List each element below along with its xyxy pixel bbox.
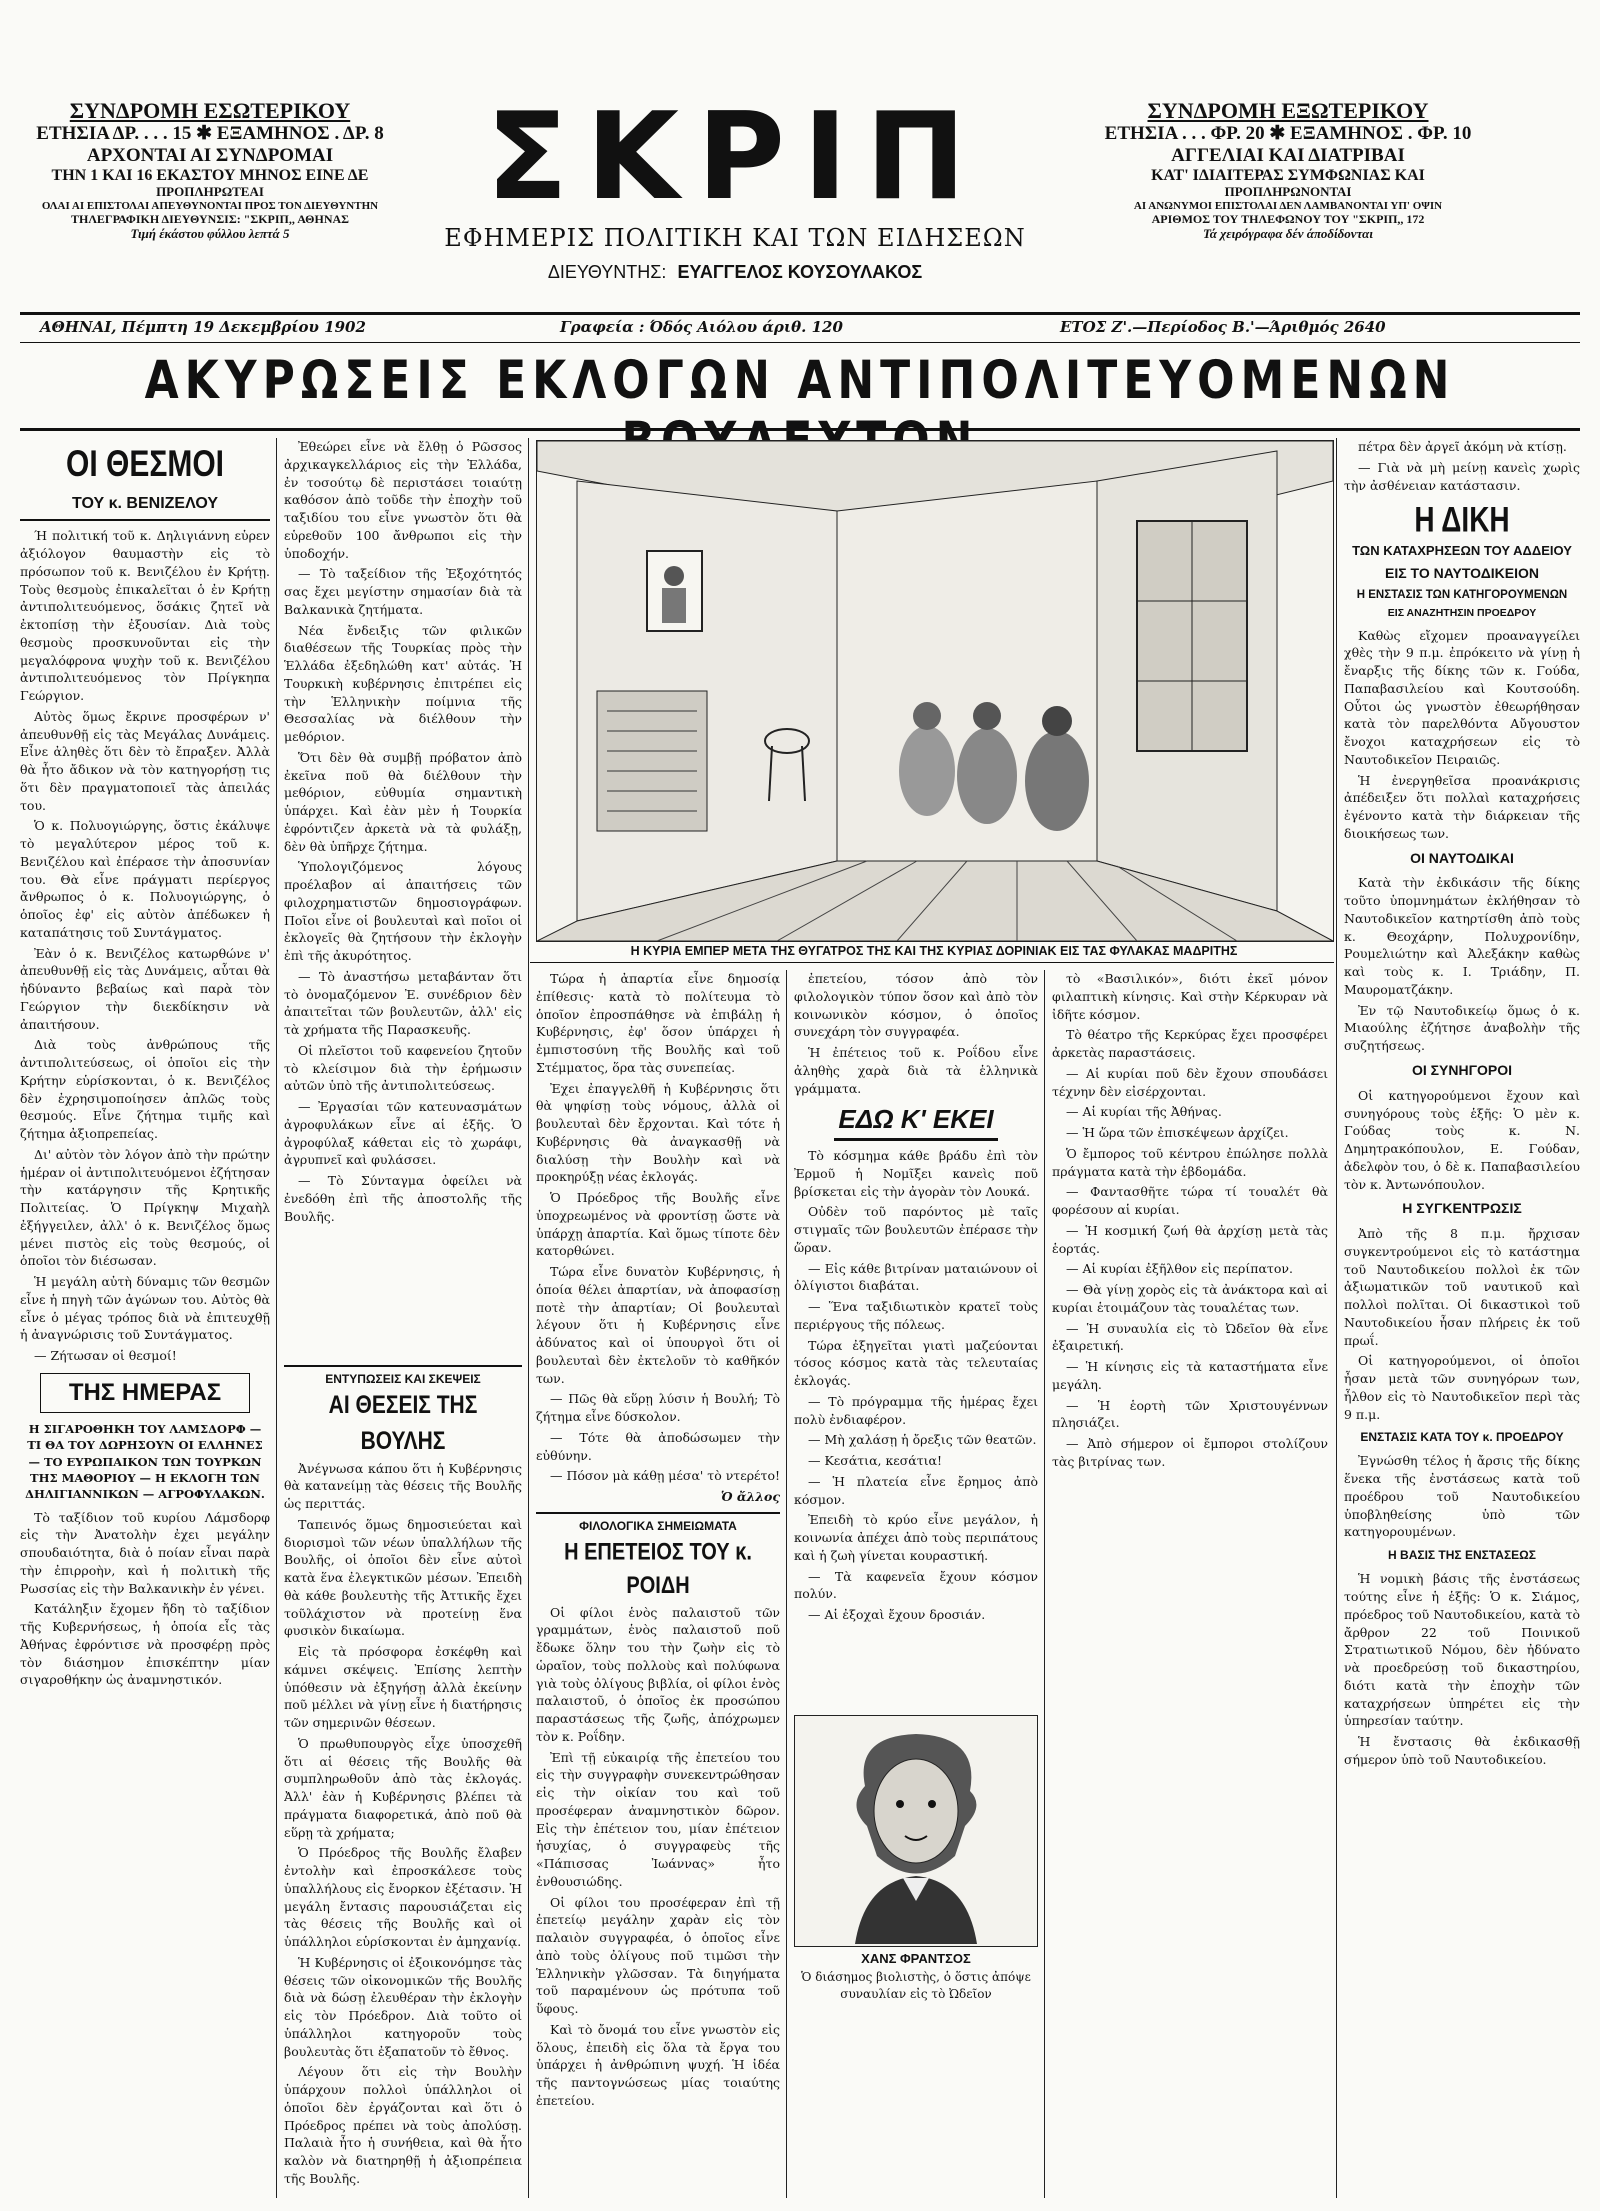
- paragraph: — Αἱ ἐξοχαὶ ἔχουν δροσιάν.: [808, 1607, 986, 1623]
- column-divider: [786, 970, 787, 2198]
- section-title: ΤΗΣ ΗΜΕΡΑΣ: [40, 1373, 250, 1413]
- column-5-body: [1052, 970, 1328, 1471]
- masthead-center: [405, 88, 1065, 283]
- masthead-rule: [20, 312, 1580, 315]
- subscription-foreign-line: ΚΑΤ' ΙΔΙΑΙΤΕΡΑΣ ΣΥΜΦΩΝΙΑΣ ΚΑΙ: [1151, 166, 1425, 184]
- paragraph: τὸ «Βασιλικόν», διότι ἐκεῖ μόνον φιλαπτικὴ κίνησις. Καὶ στὴν Κέρκυραν νὰ ἰδῆτε κόσμον.: [1052, 971, 1328, 1022]
- portrait-frame: [794, 1715, 1038, 1947]
- subscription-domestic-line: ΑΡΧΟΝΤΑΙ ΑΙ ΣΥΝΔΡΟΜΑΙ: [86, 145, 334, 167]
- paragraph: Ἐν τῷ Ναυτοδικείῳ ὅμως ὁ κ. Μιαούλης ἐζήτησε ἀναβολὴν τῆς συζητήσεως.: [1344, 1002, 1580, 1054]
- paragraph: — Φαντασθῆτε τώρα τί τουαλέτ θὰ φορέσουν αἱ κυρίαι.: [1052, 1184, 1328, 1217]
- subscription-foreign-rates: ΕΤΗΣΙΑ . . . ΦΡ. 20 ✱ ΕΞΑΜΗΝΟΣ . ΦΡ. 10: [1104, 123, 1472, 145]
- paragraph: — Μὴ χαλάσῃ ἡ ὄρεξις τῶν θεατῶν.: [808, 1432, 1037, 1448]
- paragraph: Ταπεινός ὅμως δημοσιεύεται καὶ διορισμοὶ τῶν νέων ὑπαλλήλων τῆς Βουλῆς, οἱ ὁποῖοι δὲν εἶνε αὐτοὶ κατὰ ἕνα ἐλεγκτικῶν μέσων. Ἐπειδὴ θὰ κάθε βουλευτὴς τῆς Ἀττικῆς ἔχει τοῦλάχιστον νὰ προτείνῃ ἕνα φυσικὸν δικαίωμα.: [284, 1516, 522, 1639]
- section-body: [1344, 1570, 1580, 1768]
- paragraph: Ὁ Πρόεδρος τῆς Βουλῆς εἶνε ὑποχρεωμένος νὰ φροντίσῃ ὥστε νὰ ὑπάρχῃ ἀπαρτία. Καὶ ὅμως τίποτε δὲν κατορθώνει.: [536, 1190, 780, 1259]
- newspaper-logo: ΣΚΡΙΠ: [486, 88, 984, 227]
- column-2-body: [284, 438, 522, 1225]
- section-body: [794, 1147, 1038, 1707]
- section-title: ΟΙ ΣΥΝΗΓΟΡΟΙ: [1411, 1061, 1513, 1078]
- price-per-issue: Τιμή έκάστου φύλλου λεπτά 5: [130, 225, 290, 241]
- section-title: Η ΒΑΣΙΣ ΤΗΣ ΕΝΣΤΑΣΕΩΣ: [1388, 1548, 1536, 1563]
- dateline-center: Γραφεία : Όδός Αιόλου άριθ. 120: [560, 318, 843, 336]
- paragraph: Λέγουν ὅτι εἰς τὴν Βουλὴν ὑπάρχουν πολλοὶ ὑπάλληλοι οἱ ὁποῖοι δὲν ἐργάζονται καὶ ὅτι ὁ Πρόεδρος πρέπει νὰ τοὺς ἀπολύσῃ. Παλαιὰ ἦτο ἡ συνήθεια, καὶ θὰ ἦτο καλὸν νὰ διατηρηθῇ ἡ ἀξιοπρέπεια τῆς Βουλῆς.: [284, 2064, 522, 2186]
- main-headline: ΑΚΥΡΩΣΕΙΣ ΕΚΛΟΓΩΝ ΑΝΤΙΠΟΛΙΤΕΥΟΜΕΝΩΝ: [144, 349, 1456, 411]
- subscription-foreign-line: ΑΓΓΕΛΙΑΙ ΚΑΙ ΔΙΑΤΡΙΒΑΙ: [1171, 145, 1405, 167]
- paragraph: Διὰ τοὺς ἀνθρώπους τῆς ἀντιπολιτεύσεως, οἱ ὁποῖοι εἰς τὴν Κρήτην εὑρίσκονται, ὁ κ. Βενιζέλος δὲν ἐχρησιμοποίησεν ἀπλῶς τοὺς θεσμούς. Εἶνε ζήτημα τιμῆς καὶ ζήτημα ἀξιοπρεπείας.: [20, 1037, 270, 1142]
- paragraph: — Τότε θὰ ἀποδώσωμεν τὴν εὐθύνην.: [536, 1429, 780, 1463]
- dateline-left: ΑΘΗΝΑΙ, Πέμπτη 19 Δεκεμβρίου 1902: [40, 318, 366, 336]
- paragraph: Εἰς τὰ πρόσφορα ἐσκέφθη καὶ κάμνει σκέψεις. Ἐπίσης λεπτὴν ὑπόθεσιν νὰ ἐξηγήσῃ ἀλλὰ ἐκείνην ποῦ μέλλει νὰ γίνῃ εἶνε ἡ διατήρησις τῶν σημερινῶν θέσεων.: [284, 1644, 522, 1731]
- paragraph: Ὁ Πρόεδρος τῆς Βουλῆς ἔλαβεν ἐντολὴν καὶ ἐπροσκάλεσε τοὺς ὑπαλλήλους εἰς ἔνορκον ἐξέτασιν. Ἡ μεγάλη ἔντασις παρουσιάζεται εἰς τὰς θέσεις τῆς Βουλῆς καὶ οἱ ὑπάλληλοι εὑρίσκονται ἐν ἀμηχανίᾳ.: [284, 1845, 522, 1950]
- illustration-rule: [530, 962, 1334, 963]
- column-6: [1344, 438, 1580, 2190]
- section-title: Η ΕΠΕΤΕΙΟΣ ΤΟΥ κ. ΡΟΙΔΗ: [564, 1538, 752, 1600]
- paragraph: Τώρα ἐξηγεῖται γιατὶ μαζεύονται τόσος κόσμος κατὰ τὰς τελευταίας ἐκλογάς.: [794, 1337, 1038, 1389]
- paragraph: Ἡ ἐνεργηθεῖσα προανάκρισις ἀπέδειξεν ὅτι πολλαὶ καταχρήσεις ἐγένοντο κατὰ τὴν διάρκειαν τῆς διοικήσεως των.: [1344, 772, 1580, 841]
- paragraph: ἐπετείου, τόσον ἀπὸ τὸν φιλολογικὸν τύπον ὅσον καὶ ἀπὸ τὸν κοινωνικὸν κόσμον, ὁ ὁποῖος συνεχάρη τὸν συγγραφέα.: [794, 971, 1038, 1040]
- paragraph: — Αἱ κυρίαι ποῦ δὲν ἔχουν σπουδάσει τέχνην δὲν εἰσέρχονται.: [1052, 1065, 1328, 1099]
- paragraph: — Ἡ ὥρα τῶν ἐπισκέψεων ἀρχίζει.: [1066, 1125, 1289, 1140]
- section-body: [536, 1604, 780, 2110]
- illustration-frame: [536, 440, 1334, 942]
- paragraph: — Κεσάτια, κεσάτια!: [808, 1453, 943, 1469]
- article-subtitle: ΤΟΥ κ. ΒΕΝΙΖΕΛΟΥ: [20, 493, 270, 522]
- column-6-body: [1344, 438, 1580, 494]
- section-title: ΕΔΩ Κ' ΕΚΕΙ: [834, 1101, 998, 1141]
- paragraph: Αὐτὸς ὅμως ἔκρινε προσφέρων ν' ἀπευθυνθῇ εἰς τὰς Μεγάλας Δυνάμεις. Εἶνε ἀληθὲς ὅτι δὲν τὸ ἔπραξεν. Ἀλλὰ θὰ ἦτο ἄδικον νὰ τὸν κατηγορήσῃ τις ὅτι δὲν πραγματοποιεῖ τὰς ἀπειλάς του.: [20, 708, 270, 813]
- section-body: [1344, 1087, 1580, 1194]
- subscription-domestic-line: ΟΛΑΙ ΑΙ ΕΠΙΣΤΟΛΑΙ ΑΠΕΥΘΥΝΟΝΤΑΙ ΠΡΟΣ ΤΟΝ ΔΙΕΥΘΥΝΤΗΝ: [41, 200, 379, 213]
- column-divider: [1044, 970, 1045, 2198]
- column-2: [284, 438, 522, 1358]
- paragraph: — Τὰ καφενεῖα ἔχουν κόσμον πολύν.: [794, 1568, 1038, 1602]
- paragraph: Ή πολιτική τοῦ κ. Δηλιγιάννη εὑρεν ἀξιόλογον θαυμαστὴν εἰς τὸ πρόσωπον τοῦ κ. Βενιζέλου ἐν Κρήτῃ. Τοὺς θεσμοὺς ἐπικαλεῖται ὁ ἐν Κρήτῃ ἀντιπολιτευόμενος, ὅσάκις ζητεῖ νὰ ἐκτοπίσῃ τὴν ἐξουσίαν. Διὰ τοὺς θεσμοὺς προσκυνοῦνται εἰς τὴν μεγαλόφρονα ψυχὴν τοῦ κ. Βενιζέλου ἀντιπολιτευόμενος τὸν Πρίγκηπα Γεώργιον.: [20, 528, 270, 704]
- paragraph: — Ἡ ἑορτὴ τῶν Χριστουγέννων πλησιάζει.: [1052, 1397, 1328, 1431]
- paragraph: Ἡ ἔνστασις θὰ ἐκδικασθῇ σήμερον ὑπὸ τοῦ Ναυτοδικείου.: [1344, 1734, 1580, 1767]
- subscription-domestic-rates: ΕΤΗΣΙΑ ΔΡ. . . . 15 ✱ ΕΞΑΜΗΝΟΣ . ΔΡ. 8: [36, 123, 384, 145]
- paragraph: — Πόσον μὰ κάθῃ μέσα' τὸ ντερέτο!: [550, 1468, 780, 1484]
- section-title: Η ΣΥΓΚΕΝΤΡΩΣΙΣ: [1402, 1200, 1522, 1217]
- paragraph: — Ἡ πλατεία εἶνε ἔρημος ἀπὸ κόσμον.: [794, 1473, 1038, 1507]
- section-body: [1344, 1225, 1580, 1423]
- paragraph: — Τὸ ἀναστήσω μεταβάνταν ὅτι τὸ ὀνομαζόμενον Ἐ. συνέδριον δὲν ἀπαιτεῖται τῶν βουλευτῶν, ἀλλ' εἰς τὰ χρήματα τῆς Παρασκευῆς.: [284, 968, 522, 1037]
- column-4-body: [794, 970, 1038, 1097]
- section-body: [284, 1460, 522, 2188]
- director-name: ΕΥΑΓΓΕΛΟΣ ΚΟΥΣΟΥΛΑΚΟΣ: [677, 262, 923, 282]
- paragraph: Ἡ νομικὴ βάσις τῆς ἐνστάσεως τούτης εἶνε ἡ ἑξῆς: Ὁ κ. Σιάμος, πρόεδρος τοῦ Ναυτοδικείου, κατὰ τὸ ἄρθρον 22 τοῦ Ποινικοῦ Στρατιωτικοῦ Νόμου, δὲν ἠδύνατο νὰ προεδρεύσῃ τοῦ δικαστηρίου, διότι κατὰ τὴν ἐποχὴν τῶν καταχρήσεων ὑπηρέτει εἰς τὴν ὑπηρεσίαν ταύτην.: [1344, 1571, 1580, 1729]
- paragraph: Ἡ Κυβέρνησις οἱ ἐξοικονόμησε τὰς θέσεις τῶν οἰκονομικῶν τῆς Βουλῆς διὰ νὰ δώσῃ ἐλευθέραν τὴν ἐκλογὴν εἰς τὸν Πρόεδρον. Διὰ τοῦτο οἱ ὑπάλληλοι κατηγοροῦν τοὺς βουλευτὰς ὅτι ἐξαπατοῦν τὸ ἔθνος.: [284, 1954, 522, 2059]
- paragraph: Τὸ θέατρο τῆς Κερκύρας ἔχει προσφέρει ἀρκετὰς παραστάσεις.: [1052, 1027, 1328, 1060]
- paragraph: — Ἕνα ταξιδιωτικὸν κρατεῖ τοὺς περιέργους τῆς πόλεως.: [794, 1299, 1038, 1332]
- column-2-lower: [284, 1365, 522, 2190]
- section-body: [20, 1509, 270, 1690]
- prison-scene-illustration: [537, 441, 1333, 941]
- subscription-domestic-line: ΤΗΛΕΓΡΑΦΙΚΗ ΔΙΕΥΘΥΝΣΙΣ: "ΣΚΡΙΠ,, ΑΘΗΝΑΣ: [70, 211, 350, 226]
- article-title: ΟΙ ΘΕΣΜΟΙ: [65, 443, 224, 485]
- paragraph: Τώρα εἶνε δυνατὸν Κυβέρνησις, ἡ ὁποία θέλει ἀπαρτίαν, νὰ ἀποφασίσῃ ποτὲ τὴν ἀπαρτίαν; Οἱ βουλευταὶ λέγουν ὅτι ἡ Κυβέρνησις εἶνε ἀδύνατος καὶ οἱ ὑπουργοὶ ὅτι οἱ βουλευταὶ δὲν ἐκτελοῦν τὸ καθῆκόν των.: [536, 1264, 780, 1386]
- paragraph: Ἐπειδὴ τὸ κρύο εἶνε μεγάλον, ἡ κοινωνία ἀπέχει ἀπὸ τοὺς περιπάτους καὶ ἡ ζωὴ γίνεται κουραστική.: [794, 1512, 1038, 1563]
- section-body: [1344, 874, 1580, 1055]
- section-lead: Η ΣΙΓΑΡΟΘΗΚΗ ΤΟΥ ΛΑΜΣΔΟΡΦ — ΤΙ ΘΑ ΤΟΥ ΔΩΡΗΣΟΥΝ ΟΙ ΕΛΛΗΝΕΣ — ΤΟ ΕΥΡΩΠΑΙΚΟΝ ΤΩΝ ΤΟΥΡΚΩΝ ΤΗΣ ΜΑΘΟΡΙΟΥ — Η ΕΚΛΟΓΗ ΤΩΝ ΔΗΛΙΓΙΑΝΝΙΚΩΝ — ΑΓΡΟΦΥΛΑΚΩΝ.: [25, 1421, 265, 1502]
- subscription-domestic-box: [20, 98, 400, 242]
- paragraph: Καθὼς εἴχομεν προαναγγείλει χθὲς τὴν 9 π.μ. ἐπρόκειτο νὰ γίνῃ ἡ ἔναρξις τῆς δίκης τῶν κ. Γούδα, Παπαβασιλείου καὶ Κουτσούδη. Οὗτοι ὡς γνωστὸν ἐθεωρήθησαν κατὰ τὸν παρελθόντα Αὔγουστον ἔνοχοι καταχρήσεων εἰς τὸ Ναυτοδικεῖον Πειραιῶς.: [1344, 627, 1580, 767]
- paragraph: — Ἡ συναυλία εἰς τὸ Ὠδεῖον θὰ εἶνε ἐξαιρετική.: [1052, 1320, 1328, 1354]
- paragraph: πέτρα δὲν ἀργεῖ ἀκόμη νὰ κτίσῃ.: [1358, 439, 1567, 454]
- column-4: [794, 970, 1038, 2190]
- paragraph: Καὶ τὸ ὄνομά του εἶνε γνωστὸν εἰς ὅλους, ἐπειδὴ εἰς ὅλα τὰ ἔργα του ὑπάρχει ἡ ἀνθρώπινη ψυχή. Ἡ ἰδέα τῆς παντογνώσεως μίας τοιαύτης ἐπετείου.: [536, 2021, 780, 2108]
- paragraph: Ὁ ἔμπορος τοῦ κέντρου ἐπώλησε πολλὰ πράγματα κατὰ τὴν ἑβδομάδα.: [1052, 1145, 1328, 1179]
- paragraph: Οἱ πλεῖστοι τοῦ καφενείου ζητοῦν τὸ κλείσιμον διὰ τὴν ἐρήμωσιν αὐτῶν ὑπὸ τῆς ἀντιπολιτεύσεως.: [284, 1042, 522, 1094]
- paragraph: Οἱ φίλοι του προσέφεραν ἐπὶ τῇ ἐπετείῳ μεγάλην χαρὰν εἰς τὸν παλαιὸν συγγραφέα, ὁ ὁποῖος εἶνε ἀπὸ τοὺς ὀλίγους ποῦ τιμῶσι τὴν Ἑλληνικὴν γλῶσσαν. Τὰ διηγήματα τοῦ παραμένουν ὡς πρότυπα τοῦ ὕφους.: [536, 1894, 780, 2017]
- paragraph: Ὁ πρωθυπουργὸς εἶχε ὑποσχεθῆ ὅτι αἱ θέσεις τῆς Βουλῆς θὰ συμπληρωθοῦν ἀπὸ τὰς ἐκλογάς. Ἀλλ' ἐὰν ἡ Κυβέρνησις βλέπει τὰ πράγματα διαφορετικά, ἀπὸ ποῦ θὰ εὕρῃ τὰ χρήματα;: [284, 1735, 522, 1840]
- paragraph: — Τὸ πρόγραμμα τῆς ἡμέρας ἔχει πολὺ ἐνδιαφέρον.: [794, 1393, 1038, 1427]
- portrait-illustration: [795, 1716, 1037, 1944]
- paragraph: — Ἡ κοσμική ζωή θὰ ἀρχίσῃ μετὰ τὰς ἑορτάς.: [1052, 1222, 1328, 1256]
- illustration-caption: Η ΚΥΡΙΑ ΕΜΠΕΡ ΜΕΤΑ ΤΗΣ ΘΥΓΑΤΡΟΣ ΤΗΣ ΚΑΙ ΤΗΣ ΚΥΡΙΑΣ ΔΟΡΙΝΙΑΚ ΕΙΣ ΤΑΣ ΦΥΛΑΚΑΣ ΜΑΔΡΙΤΗΣ: [630, 944, 1238, 958]
- paragraph: — Αἱ κυρίαι ἐξῆλθον εἰς περίπατον.: [1066, 1261, 1293, 1277]
- section-body: [1344, 627, 1580, 843]
- paragraph: Ἐπὶ τῇ εὐκαιρίᾳ τῆς ἐπετείου του εἰς τὴν συγγραφὴν συνεκεντρώθησαν εἰς τὴν οἰκίαν του καὶ τοῦ προσέφεραν ἀναμνηστικὸν δῶρον. Εἰς τὴν ἐπέτειον του, μίαν ἐπέτειον ἡσυχίας, ὁ συγγραφεὺς τῆς «Πάπισσας Ἰωάννας» ἦτο ἐνθουσιώδης.: [536, 1749, 780, 1889]
- portrait-caption: ΧΑΝΣ ΦΡΑΝΤΣΟΣ: [861, 1951, 971, 1967]
- section-title: ΑΙ ΘΕΣΕΙΣ ΤΗΣ ΒΟΥΛΗΣ: [328, 1391, 478, 1456]
- section-label: ΦΙΛΟΛΟΓΙΚΑ ΣΗΜΕΙΩΜΑΤΑ: [536, 1512, 780, 1535]
- paragraph: — Εἰς κάθε βιτρίναν ματαιώνουν οἱ ὀλίγιστοι διαβάται.: [794, 1260, 1038, 1294]
- subscription-domestic-line: ΠΡΟΠΛΗΡΩΤΕΑΙ: [156, 184, 264, 200]
- section-title: ΟΙ ΝΑΥΤΟΔΙΚΑΙ: [1410, 849, 1514, 866]
- director-line: [405, 262, 1065, 283]
- paragraph: Ὑπολογιζόμενος λόγους προέλαβον αἱ ἀπαιτήσεις τῶν φιλοχρηματιστῶν δημοσιογράφων. Ποῖοι εἶνε οἱ βουλευταὶ καὶ ποῖοι οἱ ἐκλογεῖς θὰ ζητήσουν τὴν ἐκλογὴν ἐπὶ τῆς ἀκυρότητος.: [284, 859, 522, 963]
- column-3: [536, 970, 780, 2190]
- paragraph: Ἡ ἐπέτειος τοῦ κ. Ροΐδου εἶνε ἀληθὴς χαρὰ διὰ τὰ ἑλληνικὰ γράμματα.: [794, 1045, 1038, 1096]
- director-label: ΔΙΕΥΘΥΝΤΗΣ:: [547, 262, 667, 282]
- paragraph: Ἀπὸ τῆς 8 π.μ. ἤρχισαν συγκεντρούμενοι εἰς τὸ κατάστημα τοῦ Ναυτοδικείου πολλοὶ ἐκ τῶν ἀξιωματικῶν τοῦ ναυτικοῦ καὶ πολλοὶ πολῖται. Οἱ δικαστικοὶ τοῦ Ναυτοδικείου ἦσαν πλήρεις ἐκ τοῦ πρωΐ.: [1344, 1226, 1580, 1348]
- paragraph: — Τὸ Σύνταγμα ὀφείλει νὰ ἐνεδόθη ἐπὶ τῆς ἀποστολῆς τῆς Βουλῆς.: [284, 1173, 522, 1224]
- paragraph: Τὸ ταξίδιον τοῦ κυρίου Λάμσδορφ εἰς τὴν Ἀνατολὴν ἐχει μεγάλην σπουδαιότητα, διὰ ὁ ποίαν εἶναι παρὰ τὴν ἐπιρροὴν, καὶ ἡ πολιτικὴ τῆς Ρωσσίας εἰς τὴν Βαλκανικὴν ἐν γένει.: [20, 1509, 270, 1596]
- column-5: [1052, 970, 1328, 2190]
- paragraph: — Πῶς θὰ εὕρῃ λύσιν ἡ Βουλή; Τὸ ζήτημα εἶνε δύσκολον.: [536, 1391, 780, 1424]
- signoff: Ὁ ἄλλος: [720, 1489, 780, 1504]
- paragraph: Ἐὰν ὁ κ. Βενιζέλος κατωρθώνε ν' ἀπευθυνθῇ εἰς τὰς Δυνάμεις, αὗται θὰ ἠδύναντο βεβαίως καὶ παρὰ τὸν Γεώργιον τὴν διεκδίκησιν νὰ ἀπαιτήσουν.: [20, 945, 270, 1032]
- paragraph: Ὅτι δὲν θὰ συμβῇ πρόβατον ἀπὸ ἐκεῖνα ποῦ θὰ διέλθουν τὴν μεθόριον, εὐθυμία σημαντικὴ ὑπάρχει. Καὶ ἐὰν μὲν ἡ Τουρκία ἐφρόντιζεν ἀρκετὰ νὰ τὰ φυλάξῃ, δὲν θὰ ὑπῆρχε ζήτημα.: [284, 749, 522, 854]
- subscription-foreign-line: ΑΙ ΑΝΩΝΥΜΟΙ ΕΠΙΣΤΟΛΑΙ ΔΕΝ ΛΑΜΒΑΝΟΝΤΑΙ ΥΠ' ΟΨΙΝ: [1133, 200, 1443, 213]
- paragraph: Ἐθεώρει εἶνε νὰ ἔλθῃ ὁ Ρῶσσος ἀρχικαγκελλάριος εἰς τὴν Ἑλλάδα, ἐν τοσούτῳ δὲ περιστάσει τοιαύτῃ καθόσον ἀπὸ τοῦδε τὴν ἐποχὴν τοῦ ταξιδίου του εἶνε γνωστὸν ὅτι θὰ εὑρεθοῦν 100 ἄνθρωποι εἰς τὴν ὑποδοχήν.: [284, 439, 522, 561]
- article-body: [20, 527, 270, 1365]
- manuscripts-note: Τά χειρόγραφα δέν άποδίδονται: [1203, 225, 1373, 241]
- section-subtitle: ΕΙΣ ΑΝΑΖΗΤΗΣΙΝ ΠΡΟΕΔΡΟΥ: [1387, 606, 1537, 619]
- section-body: [1344, 1452, 1580, 1541]
- subscription-foreign-heading: ΣΥΝΔΡΟΜΗ ΕΞΩΤΕΡΙΚΟΥ: [1147, 98, 1429, 123]
- paragraph: — Αἱ κυρίαι τῆς Ἀθήνας.: [1066, 1104, 1222, 1120]
- column-divider: [276, 438, 277, 2198]
- column-1: [20, 438, 270, 2188]
- section-subtitle: Η ΕΝΣΤΑΣΙΣ ΤΩΝ ΚΑΤΗΓΟΡΟΥΜΕΝΩΝ: [1356, 589, 1568, 602]
- dateline-rule: [20, 342, 1580, 343]
- section-title: Η ΔΙΚΗ: [1414, 500, 1510, 540]
- paragraph: — Θὰ γίνῃ χορὸς εἰς τὰ ἀνάκτορα καὶ αἱ κυρίαι ἑτοιμάζουν τὰς τουαλέτας των.: [1052, 1282, 1328, 1315]
- newspaper-subtitle: ΕΦΗΜΕΡΙΣ ΠΟΛΙΤΙΚΗ ΚΑΙ ΤΩΝ ΕΙΔΗΣΕΩΝ: [444, 224, 1026, 252]
- column-3-body: [536, 970, 780, 1485]
- subscription-foreign-line: ΠΡΟΠΛΗΡΩΝΟΝΤΑΙ: [1224, 184, 1352, 200]
- dateline-right: ΕΤΟΣ Ζ'.—Περίοδος Β.'—Άριθμός 2640: [1060, 318, 1386, 336]
- headline-rule: [20, 428, 1580, 431]
- paragraph: — Τὸ ταξείδιον τῆς Ἐξοχότητός σας ἔχει μεγίστην σημασίαν διὰ τὰ Βαλκανικὰ ζητήματα.: [284, 566, 522, 617]
- paragraph: Ἡ μεγάλη αὐτὴ δύναμις τῶν θεσμῶν εἶνε ἡ πηγὴ τῶν ἀγώνων του. Αὐτὸς θὰ εἶνε ὁ μέγας τρόπος διὰ νὰ ἐπιτευχθῇ ἡ ἀναγνώρισις τοῦ Συντάγματος.: [20, 1274, 270, 1343]
- paragraph: Ἐγνώσθη τέλος ἡ ἄρσις τῆς δίκης ἕνεκα τῆς ἐνστάσεως κατὰ τοῦ προέδρου τοῦ Ναυτοδικείου ὑποβληθείσης ὑπὸ τῶν κατηγορουμένων.: [1344, 1453, 1580, 1540]
- subscription-domestic-heading: ΣΥΝΔΡΟΜΗ ΕΣΩΤΕΡΙΚΟΥ: [69, 98, 351, 123]
- paragraph: Κατὰ τὴν ἐκδικάσιν τῆς δίκης τοῦτο ὑπομνημάτων ἐκλήθησαν τὸ Ναυτοδικεῖον κατηρτίσθη ἀπὸ τοὺς κ. Θεοχάρην, Πολυχρονίδην, Ρουμελιώτην καὶ Ἀλεξάκην καθὼς καὶ τοὺς κ. Ι. Τριάδην, Π. Μαυροματζάκην.: [1344, 875, 1580, 997]
- paragraph: Δι' αὐτὸν τὸν λόγον ἀπὸ τὴν πρώτην ἡμέραν οἱ ἀντιπολιτευόμενοι ἐζήτησαν τὴν κατάργησιν τῆς Κρητικῆς Πολιτείας. Ὁ Πρίγκηψ Μιχαὴλ ἐξήγγειλεν, ἀλλ' ὁ κ. Βενιζέλος ὅμως μένει πιστὸς εἰς τοὺς θεσμούς, οἱ ὁποῖοι τὸν διέσωσαν.: [20, 1146, 270, 1269]
- paragraph: — Γιὰ νὰ μὴ μείνῃ κανεὶς χωρὶς τὴν ἀσθένειαν κατάστασιν.: [1344, 459, 1580, 493]
- section-subtitle: ΤΩΝ ΚΑΤΑΧΡΗΣΕΩΝ ΤΟΥ ΑΔΔΕΙΟΥ: [1352, 543, 1572, 558]
- paragraph: Ὁ κ. Πολυογιώργης, ὅστις ἐκάλυψε τὸ μεγαλύτερον μέρος τοῦ κ. Βενιζέλου καὶ ἐπέρασε τὴν ἀποσυνίαν του. Θὰ εἶνε πράγματι περίεργος ἄνθρωπος ὁ κ. Πολυογιώργης, ὁ ὁποῖος ἐφ' εἰς αὐτὸν ἀπέδωκεν ἡ καταπάτησις τοῦ Συντάγματος.: [20, 818, 270, 940]
- section-title: ΕΝΣΤΑΣΙΣ ΚΑΤΑ ΤΟΥ κ. ΠΡΟΕΔΡΟΥ: [1360, 1430, 1564, 1445]
- paragraph: Οἱ κατηγορούμενοι, οἱ ὁποῖοι ἦσαν μετὰ τῶν συνηγόρων των, ἦλθον εἰς τὸ Ναυτοδικεῖον περὶ τὰς 9 π.μ.: [1344, 1353, 1580, 1422]
- column-divider: [1336, 438, 1337, 2198]
- section-subtitle: ΕΙΣ ΤΟ ΝΑΥΤΟΔΙΚΕΙΟΝ: [1385, 565, 1539, 582]
- paragraph: — Ἀπὸ σήμερον οἱ ἔμποροι στολίζουν τὰς βιτρίνας των.: [1052, 1436, 1328, 1469]
- paragraph: Νέα ἔνδειξις τῶν φιλικῶν διαθέσεων τῆς Τουρκίας πρὸς τὴν Ἑλλάδα ἐξεδηλώθη κατ' αὐτάς. Ἡ Τουρκικὴ κυβέρνησις ἐπιτρέπει εἰς τὴν Ἑλληνικὴν ποίμνια τῆς Θεσσαλίας νὰ διέλθουν τὴν μεθόριον.: [284, 622, 522, 744]
- paragraph: Οἱ φίλοι ἑνὸς παλαιστοῦ τῶν γραμμάτων, ἑνὸς παλαιστοῦ ποῦ ἔδωκε ὅλην του τὴν ζωὴν εἰς τὸ ὡραῖον, τοὺς πολλοὺς καὶ πολύφωνα γιὰ τοὺς ὀλίγους βιβλία, οἱ φίλοι ἑνὸς παλαιστοῦ, ὁ ὁποῖος ἐκ προσώπου παραστάσεως τῆς ζωῆς, ἀπόχρωμεν τὸν κ. Ροΐδην.: [536, 1604, 780, 1744]
- subscription-domestic-line: ΤΗΝ 1 ΚΑΙ 16 ΕΚΑΣΤΟΥ ΜΗΝΟΣ ΕΙΝΕ ΔΕ: [51, 166, 369, 184]
- paragraph: — Ἡ κίνησις εἰς τὰ καταστήματα εἶνε μεγάλη.: [1052, 1359, 1328, 1392]
- section-label: ΕΝΤΥΠΩΣΕΙΣ ΚΑΙ ΣΚΕΨΕΙΣ: [284, 1365, 522, 1388]
- paragraph: Τώρα ἡ ἀπαρτία εἶνε δημοσίᾳ ἐπίθεσις· κατὰ τὸ πολίτευμα τὸ ὁποῖον ἐπροσπάθησε νὰ ἐπιβάλῃ ἡ Κυβέρνησις, ἐφ' ὅσον ὑπάρχει ἡ ἐμπιστοσύνη τῆς Βουλῆς καὶ τοῦ Στέμματος, ὅρα τὰς συνεπείας.: [536, 971, 780, 1075]
- portrait-text: Ὁ διάσημος βιολιστὴς, ὁ ὅστις ἀπόψε συναυλίαν εἰς τὸ Ὠδεῖον: [801, 1969, 1031, 2001]
- telephone-number: ΑΡΙΘΜΟΣ ΤΟΥ ΤΗΛΕΦΩΝΟΥ ΤΟΥ "ΣΚΡΙΠ,, 172: [1151, 211, 1425, 226]
- paragraph: Οἱ κατηγορούμενοι ἔχουν καὶ συνηγόρους τοὺς ἑξῆς: Ὁ μὲν κ. Γούδας τοὺς κ. Ν. Δημητρακόπουλον, Ε. Γούδαν, ἀδελφὸν του, ὁ δὲ κ. Παπαβασιλείου τὸν κ. Ἀντωνόπουλον.: [1344, 1087, 1580, 1192]
- paragraph: Τὸ κόσμημα κάθε βράδυ ἐπὶ τὸν Ἐρμοῦ ἡ Νομῖξει κανεὶς ποῦ βρίσκεται εἰς τὴν ἀγορὰν τὸν Λουκά.: [794, 1148, 1038, 1199]
- subscription-foreign-box: [1068, 98, 1508, 242]
- column-divider: [528, 438, 529, 2198]
- paragraph: Ἐχει ἐπαγγελθῆ ἡ Κυβέρνησις ὅτι θὰ ψηφίσῃ τοὺς νόμους, ἀλλὰ οἱ βουλευταὶ δὲν ἔρχονται. Καὶ τότε ἡ Κυβέρνησις θὰ ἀναγκασθῇ νὰ διαλύσῃ τὴν Βουλὴν καὶ νὰ προκηρύξῃ νέας ἐκλογάς.: [536, 1080, 780, 1185]
- paragraph: — Ἐργασίαι τῶν κατευνασμάτων ἀγροφυλάκων εἶνε αἱ ἑξῆς. Ὁ ἀγροφύλαξ κάθεται εἰς τὸ χωράφι, ἀγρυπνεῖ καὶ φυλάσσει.: [284, 1099, 522, 1168]
- paragraph: Ἀνέγνωσα κάπου ὅτι ἡ Κυβέρνησις θὰ κατανείμῃ τὰς θέσεις τῆς Βουλῆς ὡς περιττάς.: [284, 1460, 522, 1512]
- paragraph: — Ζήτωσαν οἱ θεσμοί!: [34, 1348, 177, 1364]
- paragraph: Κατάληξιν ἔχομεν ἤδη τὸ ταξίδιον τῆς Κυβερνήσεως, ἡ ὁποία εἶς τὰς Ἀθήνας ἐφρόντισε νὰ προσφέρῃ πρὸς τὸν διάσημον ἐπισκέπτην μίαν σιγαροθήκην ὡς ἀναμνηστικόν.: [20, 1601, 270, 1688]
- paragraph: Οὐδὲν τοῦ παρόντος μὲ ταῖς στιγμαῖς τῶν βουλευτῶν ἐπέρασε τὴν ὥραν.: [794, 1204, 1038, 1255]
